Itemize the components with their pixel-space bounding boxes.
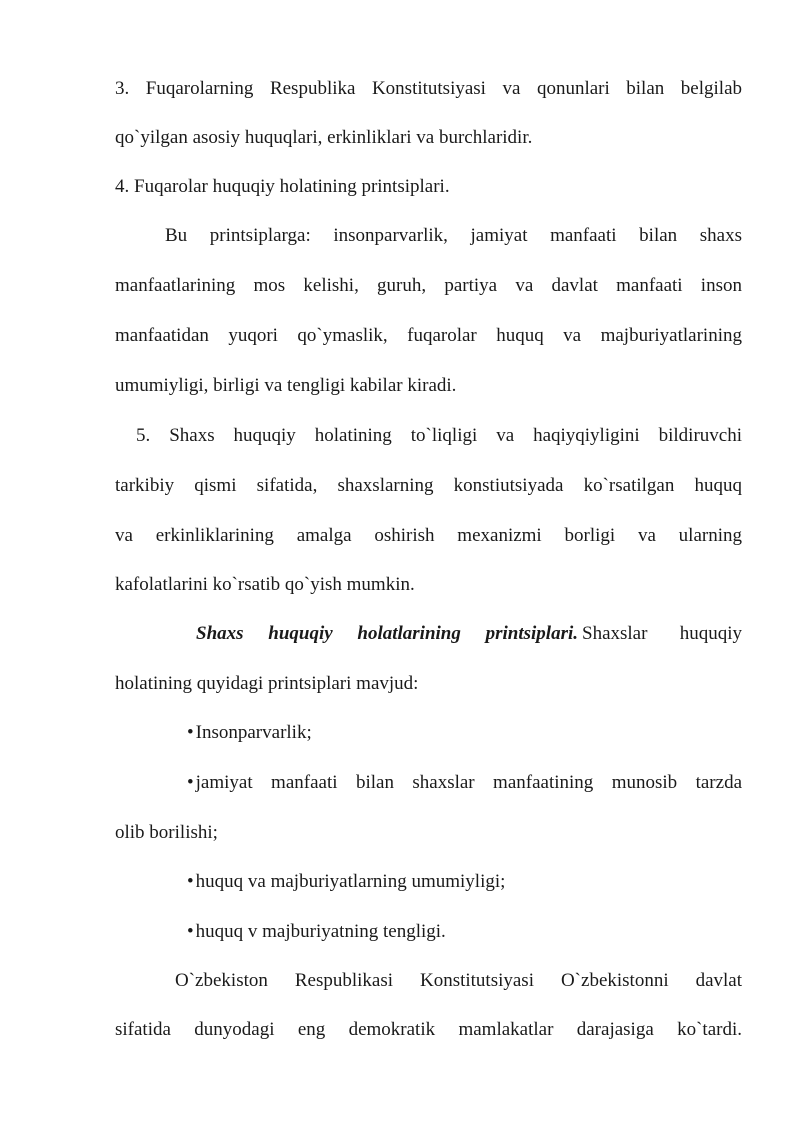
paragraph-3-line-2: holatining quyidagi printsiplari mavjud:: [115, 673, 419, 694]
item-3-line-1: 3. Fuqarolarning Respublika Konstitutsiyasi va qonunlari bilan belgilab: [115, 78, 742, 99]
bullet-item-text: huquq va majburiyatlarning umumiyligi;: [195, 871, 506, 892]
paragraph-2-line-1: 5. Shaxs huquqiy holatining to`liqligi va haqiyqiyligini bildiruvchi: [136, 425, 742, 446]
bullet-item-text: huquq v majburiyatning tengligi.: [195, 921, 446, 942]
paragraph-2-line-4: kafolatlarini ko`rsatib qo`yish mumkin.: [115, 574, 415, 595]
bullet-item-2-continuation: olib borilishi;: [115, 822, 218, 843]
item-3-line-2: qo`yilgan asosiy huquqlari, erkinliklari va burchlaridir.: [115, 127, 533, 148]
paragraph-1-line-1: Bu printsiplarga: insonparvarlik, jamiyat manfaati bilan shaxs: [165, 225, 742, 246]
paragraph-3-line-1-rest: Shaxslar huquqiy: [582, 623, 742, 644]
paragraph-4-line-2: sifatida dunyodagi eng demokratik mamlakatlar darajasiga ko`tardi.: [115, 1019, 742, 1040]
paragraph-1-line-4: umumiyligi, birligi va tengligi kabilar kiradi.: [115, 375, 457, 396]
paragraph-1-line-2: manfaatlarining mos kelishi, guruh, partiya va davlat manfaati inson: [115, 275, 742, 296]
bullet-icon: •: [187, 871, 194, 892]
bullet-item-text: Insonparvarlik;: [195, 722, 312, 743]
paragraph-2-line-2: tarkibiy qismi sifatida, shaxslarning konstiutsiyada ko`rsatilgan huquq: [115, 475, 742, 496]
paragraph-2-line-3: va erkinliklarining amalga oshirish mexanizmi borligi va ularning: [115, 525, 742, 546]
bullet-item-1: [187, 720, 312, 746]
principles-heading: Shaxs huquqiy holatlarining printsiplari.: [196, 623, 578, 644]
bullet-item-text: jamiyat manfaati bilan shaxslar manfaatining munosib tarzda: [195, 772, 742, 793]
bullet-item-3: [187, 869, 505, 895]
bullet-item-2: [187, 770, 742, 796]
bullet-item-4: [187, 919, 446, 945]
paragraph-1-line-3: manfaatidan yuqori qo`ymaslik, fuqarolar huquq va majburiyatlarining: [115, 325, 742, 346]
bullet-icon: •: [187, 772, 194, 793]
paragraph-3-line-1: [196, 621, 742, 647]
paragraph-4-line-1: O`zbekiston Respublikasi Konstitutsiyasi O`zbekistonni davlat: [175, 970, 742, 991]
bullet-icon: •: [187, 722, 194, 743]
item-4-heading: 4. Fuqarolar huquqiy holatining printsiplari.: [115, 176, 450, 197]
bullet-icon: •: [187, 921, 194, 942]
